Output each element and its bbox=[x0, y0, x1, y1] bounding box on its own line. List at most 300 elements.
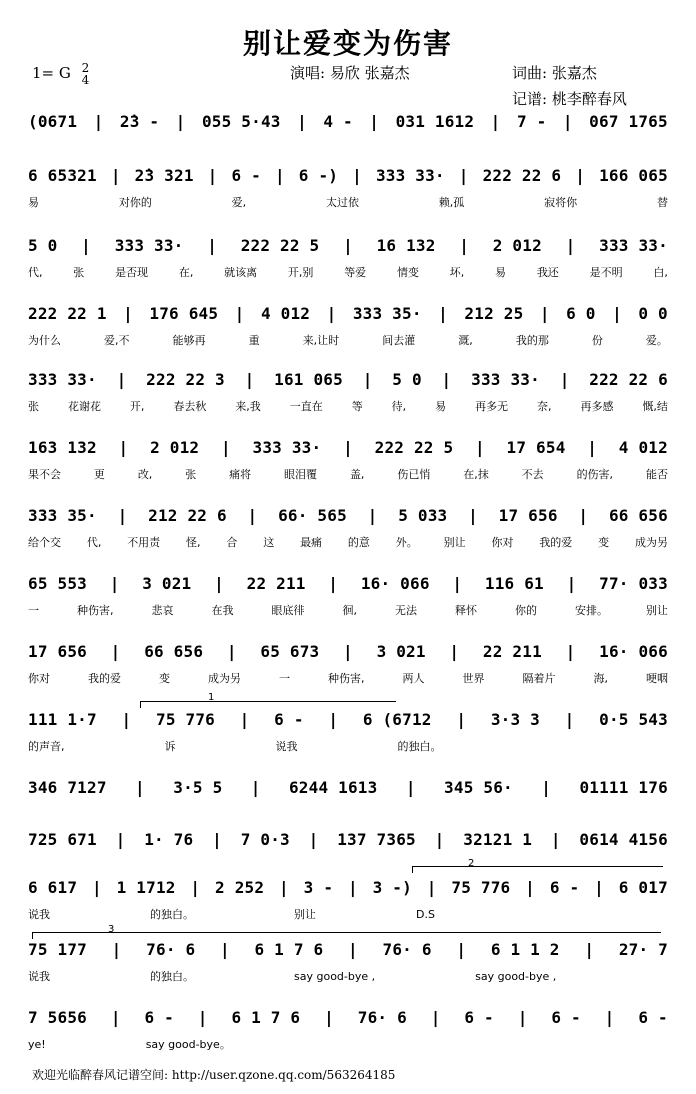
barline: | bbox=[525, 878, 536, 897]
lyric-syllable: 无法 bbox=[395, 604, 417, 617]
lyric-syllable: 给个交 bbox=[28, 536, 61, 549]
barline: | bbox=[468, 506, 478, 525]
measure: 333 33· bbox=[599, 236, 668, 255]
barline: | bbox=[308, 830, 319, 849]
lyric-syllable: 外。 bbox=[395, 536, 418, 549]
barline: | bbox=[116, 370, 127, 389]
barline: | bbox=[81, 236, 92, 255]
barline: | bbox=[279, 878, 289, 897]
barline: | bbox=[175, 112, 186, 131]
measure: 66 656 bbox=[144, 642, 204, 661]
measure: 3·3 3 bbox=[490, 710, 540, 729]
footer-credit: 欢迎光临醉春风记谱空间: http://user.qzone.qq.com/563264185 bbox=[32, 1068, 396, 1082]
lyric-syllable: 改, bbox=[137, 468, 153, 481]
barline: | bbox=[250, 778, 261, 797]
barline: | bbox=[584, 940, 595, 959]
barline: | bbox=[550, 830, 561, 849]
barline: | bbox=[343, 438, 353, 457]
time-bottom: 4 bbox=[81, 73, 90, 87]
barline: | bbox=[328, 574, 339, 593]
lyrics-row bbox=[28, 1036, 668, 1052]
barline: | bbox=[604, 1008, 615, 1027]
lyric-syllable: 易 bbox=[495, 266, 507, 279]
lyric-syllable: 我的那 bbox=[515, 334, 549, 347]
lyric-syllable: 爱, bbox=[231, 196, 247, 209]
lyrics-row bbox=[28, 906, 668, 922]
lyric-syllable: 安排。 bbox=[575, 604, 608, 617]
measure: 22 211 bbox=[246, 574, 306, 593]
lyric-syllable: 易 bbox=[28, 196, 39, 209]
measure: 6 - bbox=[274, 710, 304, 729]
measure: 17 656 bbox=[498, 506, 558, 525]
barline: | bbox=[347, 878, 358, 897]
lyric-syllable: 能够再 bbox=[172, 334, 206, 347]
measure: 22 211 bbox=[482, 642, 542, 661]
barline: | bbox=[135, 778, 145, 797]
barline: | bbox=[565, 236, 576, 255]
barline: | bbox=[190, 878, 201, 897]
lyric-syllable: 你的 bbox=[515, 604, 537, 617]
lyric-syllable: 一 bbox=[279, 672, 290, 685]
barline: | bbox=[459, 236, 470, 255]
lyric-syllable: 别让 bbox=[443, 536, 466, 549]
lyric-syllable: 这 bbox=[263, 536, 275, 549]
measure: 01111 176 bbox=[579, 778, 668, 797]
lyric-syllable: 不去 bbox=[521, 468, 544, 481]
lyric-syllable: 眼底徘 bbox=[271, 604, 305, 617]
measure: 66 656 bbox=[608, 506, 668, 525]
lyric-syllable: 赖,孤 bbox=[438, 196, 465, 209]
lyric-syllable: 重 bbox=[248, 334, 260, 347]
lyric-syllable: 溉, bbox=[458, 334, 473, 347]
lyrics-row bbox=[28, 264, 668, 280]
barline: | bbox=[490, 112, 501, 131]
lyric-syllable: 来,我 bbox=[235, 400, 261, 413]
measure: 6 017 bbox=[618, 878, 668, 897]
measure: 2 252 bbox=[215, 878, 265, 897]
measure: 6 65321 bbox=[28, 166, 97, 185]
barline: | bbox=[578, 506, 589, 525]
measure: 2̇3 321 bbox=[134, 166, 194, 185]
lyric-syllable: 的意 bbox=[347, 536, 370, 549]
measure: 6 - bbox=[231, 166, 261, 185]
transcriber: 记谱: 桃李醉春风 bbox=[512, 90, 627, 108]
lyric-syllable: 一 bbox=[28, 604, 39, 617]
measure: 2̇3 - bbox=[119, 112, 160, 131]
measure: 4 - bbox=[323, 112, 353, 131]
measure: 17 656 bbox=[28, 642, 87, 661]
barline: | bbox=[297, 112, 307, 131]
measure: 5 0 bbox=[28, 236, 58, 255]
lyrics-row bbox=[28, 398, 668, 414]
measure: 16· 066 bbox=[599, 642, 668, 661]
lyricist: 词曲: 张嘉杰 bbox=[512, 64, 597, 82]
barline: | bbox=[110, 166, 121, 185]
barline: | bbox=[226, 642, 237, 661]
lyric-syllable: 白, bbox=[653, 266, 668, 279]
barline: | bbox=[458, 166, 469, 185]
barline: | bbox=[343, 642, 353, 661]
measure: 333 35· bbox=[352, 304, 422, 323]
barline: | bbox=[234, 304, 245, 323]
lyric-syllable: 在,抹 bbox=[463, 468, 489, 481]
measure: 3·5 5 bbox=[173, 778, 223, 797]
barline: | bbox=[575, 166, 586, 185]
barline: | bbox=[110, 642, 121, 661]
measure: 333 33· bbox=[28, 370, 97, 389]
barline: | bbox=[347, 940, 358, 959]
measure: 333 33· bbox=[114, 236, 184, 255]
singers: 演唱: 易欣 张嘉杰 bbox=[290, 64, 410, 82]
measure: 6 0 bbox=[566, 304, 596, 323]
measure: 16· 066 bbox=[360, 574, 430, 593]
barline: | bbox=[326, 304, 337, 323]
lyric-syllable: 悲哀 bbox=[151, 604, 174, 617]
lyric-syllable: 我还 bbox=[536, 266, 559, 279]
lyric-syllable: 别让 bbox=[646, 604, 668, 617]
measure: 27· 7 bbox=[618, 940, 668, 959]
barline: | bbox=[517, 1008, 528, 1027]
measure: 65 673 bbox=[260, 642, 320, 661]
barline: | bbox=[91, 878, 102, 897]
measure: 7 5656 bbox=[28, 1008, 87, 1027]
measure: 75 177 bbox=[28, 940, 87, 959]
measure: 66· 565 bbox=[278, 506, 347, 525]
measure: 333 33· bbox=[471, 370, 540, 389]
barline: | bbox=[541, 778, 552, 797]
lyric-syllable: 坏, bbox=[449, 266, 465, 279]
measure: 2 012 bbox=[150, 438, 200, 457]
time-signature bbox=[82, 62, 90, 86]
measure: 6 -) bbox=[298, 166, 339, 185]
lyric-syllable: 种伤害, bbox=[77, 604, 114, 617]
measure: 7 0·3 bbox=[240, 830, 290, 849]
lyric-syllable: 等 bbox=[351, 400, 363, 413]
lyric-syllable: 份 bbox=[591, 334, 603, 347]
lyric-syllable: 一直在 bbox=[289, 400, 323, 413]
barline: | bbox=[219, 940, 230, 959]
measure: 333 33· bbox=[252, 438, 322, 457]
barline: | bbox=[352, 166, 362, 185]
measure: 6 - bbox=[464, 1008, 494, 1027]
barline: | bbox=[274, 166, 285, 185]
measure: 6 - bbox=[551, 1008, 581, 1027]
lyric-syllable: 别让 bbox=[294, 908, 316, 921]
lyric-syllable: 徊, bbox=[342, 604, 357, 617]
lyrics-row bbox=[28, 534, 668, 550]
notation-row bbox=[28, 878, 668, 902]
measure: 031 1612 bbox=[395, 112, 475, 131]
lyric-syllable: 在我 bbox=[211, 604, 234, 617]
barline: | bbox=[247, 506, 258, 525]
barline: | bbox=[197, 1008, 208, 1027]
lyrics-row bbox=[28, 194, 668, 210]
lyric-syllable: 间去灌 bbox=[382, 334, 416, 347]
notation-row bbox=[28, 112, 668, 136]
lyric-syllable: 哽咽 bbox=[646, 672, 668, 685]
lyric-syllable: 太过依 bbox=[325, 196, 359, 209]
volta-label-2: 2 bbox=[468, 858, 475, 869]
measure: 75 776 bbox=[156, 710, 215, 729]
measure: 067 1765 bbox=[589, 112, 668, 131]
measure: 161 065 bbox=[274, 370, 343, 389]
key-signature bbox=[32, 62, 89, 86]
barline: | bbox=[220, 438, 231, 457]
barline: | bbox=[109, 574, 120, 593]
measure: 6 1 7 6 bbox=[231, 1008, 301, 1027]
lyric-syllable: 你对 bbox=[28, 672, 50, 685]
barline: | bbox=[324, 1008, 334, 1027]
lyric-syllable: 的声音, bbox=[28, 740, 65, 753]
lyric-syllable: 痛将 bbox=[229, 468, 252, 481]
barline: | bbox=[362, 370, 373, 389]
measure: 5 033 bbox=[398, 506, 448, 525]
barline: | bbox=[430, 1008, 441, 1027]
lyric-syllable: 的独白。 bbox=[150, 908, 194, 921]
barline: | bbox=[118, 438, 129, 457]
measure: 6 - bbox=[549, 878, 580, 897]
measure: 4 012 bbox=[260, 304, 311, 323]
barline: | bbox=[93, 112, 104, 131]
lyric-syllable: 春去秋 bbox=[173, 400, 207, 413]
lyric-syllable: 对你的 bbox=[118, 196, 152, 209]
lyric-syllable: 隔着片 bbox=[522, 672, 556, 685]
measure: 17 654 bbox=[506, 438, 566, 457]
barline: | bbox=[117, 506, 128, 525]
lyrics-row bbox=[28, 332, 668, 348]
measure: 166 065 bbox=[599, 166, 668, 185]
barline: | bbox=[207, 236, 218, 255]
lyric-syllable: 变 bbox=[159, 672, 170, 685]
song-title: 别让爱变为伤害 bbox=[242, 27, 453, 60]
lyric-syllable: 再多感 bbox=[580, 400, 614, 413]
lyric-syllable: 盖, bbox=[349, 468, 365, 481]
barline: | bbox=[115, 830, 126, 849]
lyric-syllable: 成为另 bbox=[634, 536, 668, 549]
lyric-syllable: 的独白。 bbox=[150, 970, 194, 983]
lyric-syllable: 在, bbox=[178, 266, 194, 279]
barline: | bbox=[539, 304, 550, 323]
measure: 116 61 bbox=[484, 574, 544, 593]
notation-row bbox=[28, 940, 668, 964]
notation-row bbox=[28, 370, 668, 394]
notation-row bbox=[28, 236, 668, 260]
lyric-syllable: 张 bbox=[185, 468, 197, 481]
measure: 222 22 1 bbox=[28, 304, 107, 323]
measure: 333 33· bbox=[375, 166, 445, 185]
measure: 76· 6 bbox=[382, 940, 432, 959]
measure: 1 1712 bbox=[116, 878, 176, 897]
lyric-syllable: 奈, bbox=[537, 400, 552, 413]
notation-row bbox=[28, 778, 668, 802]
barline: | bbox=[426, 878, 437, 897]
lyric-syllable: 种伤害, bbox=[328, 672, 365, 685]
measure: 6 1 7 6 bbox=[254, 940, 324, 959]
notation-row bbox=[28, 710, 668, 734]
barline: | bbox=[343, 236, 353, 255]
lyrics-row bbox=[28, 602, 668, 618]
measure: 222 22 6 bbox=[589, 370, 668, 389]
lyric-syllable: 爱。 bbox=[645, 334, 668, 347]
measure: 6 1 1 2 bbox=[490, 940, 560, 959]
lyric-syllable: 说我 bbox=[28, 970, 50, 983]
notation-row bbox=[28, 574, 668, 598]
measure: 1· 76 bbox=[144, 830, 194, 849]
time-top: 2 bbox=[81, 61, 90, 75]
lyric-syllable: 说我 bbox=[28, 908, 50, 921]
measure: 222 22 5 bbox=[374, 438, 454, 457]
barline: | bbox=[612, 304, 622, 323]
barline: | bbox=[369, 112, 380, 131]
lyric-syllable: 释怀 bbox=[455, 604, 477, 617]
measure: 6244 1613 bbox=[288, 778, 378, 797]
barline: | bbox=[562, 112, 573, 131]
lyric-syllable: 开, bbox=[129, 400, 145, 413]
volta-label-1: 1 bbox=[208, 692, 215, 703]
lyric-syllable: 再多无 bbox=[475, 400, 509, 413]
measure: 5 0 bbox=[392, 370, 422, 389]
barline: | bbox=[587, 438, 598, 457]
barline: | bbox=[559, 370, 570, 389]
lyric-syllable: ye! bbox=[28, 1038, 46, 1051]
lyric-syllable: say good-bye。 bbox=[145, 1038, 231, 1051]
lyrics-row bbox=[28, 670, 668, 686]
lyric-syllable: 代, bbox=[28, 266, 43, 279]
barline: | bbox=[434, 830, 445, 849]
barline: | bbox=[244, 370, 255, 389]
measure: 3 021 bbox=[142, 574, 192, 593]
barline: | bbox=[449, 642, 460, 661]
measure: 0614 4156 bbox=[579, 830, 668, 849]
barline: | bbox=[474, 438, 485, 457]
barline: | bbox=[123, 304, 133, 323]
lyric-syllable: 开,别 bbox=[287, 266, 314, 279]
lyric-syllable: 为什么 bbox=[28, 334, 61, 347]
notation-row bbox=[28, 438, 668, 462]
barline: | bbox=[214, 574, 224, 593]
lyric-syllable: 来,让时 bbox=[302, 334, 340, 347]
barline: | bbox=[367, 506, 378, 525]
measure: 212 22 6 bbox=[148, 506, 227, 525]
measure: 2 012 bbox=[492, 236, 542, 255]
measure: 222 22 3 bbox=[146, 370, 225, 389]
lyrics-row bbox=[28, 968, 668, 984]
lyric-syllable: 怪, bbox=[186, 536, 201, 549]
measure: 222 22 6 bbox=[482, 166, 562, 185]
lyric-syllable: 世界 bbox=[462, 672, 485, 685]
measure: 32121 1 bbox=[463, 830, 533, 849]
measure: 3 - bbox=[303, 878, 334, 897]
measure: 0 0 bbox=[638, 304, 668, 323]
barline: | bbox=[121, 710, 132, 729]
barline: | bbox=[452, 574, 463, 593]
lyric-syllable: 等爱 bbox=[344, 266, 367, 279]
lyric-syllable: 张 bbox=[73, 266, 85, 279]
lyric-syllable: 替 bbox=[656, 196, 668, 209]
notation-row bbox=[28, 304, 668, 328]
lyric-syllable: 更 bbox=[93, 468, 105, 481]
measure: 055 5·43 bbox=[201, 112, 281, 131]
volta-bracket-1 bbox=[140, 701, 396, 708]
measure: 111 1·7 bbox=[28, 710, 97, 729]
lyric-syllable: 代, bbox=[86, 536, 102, 549]
notation-row bbox=[28, 1008, 668, 1032]
lyrics-row bbox=[28, 466, 668, 482]
lyric-syllable: 待, bbox=[391, 400, 407, 413]
lyric-syllable: 的独白。 bbox=[397, 740, 442, 753]
measure: 725 671 bbox=[28, 830, 97, 849]
lyric-syllable: 果不会 bbox=[28, 468, 61, 481]
lyric-syllable: 合 bbox=[226, 536, 238, 549]
measure: 222 22 5 bbox=[240, 236, 320, 255]
lyric-syllable: 张 bbox=[28, 400, 39, 413]
lyric-syllable: 说我 bbox=[275, 740, 298, 753]
barline: | bbox=[438, 304, 448, 323]
measure: 137 7365 bbox=[337, 830, 416, 849]
lyric-syllable: 诉 bbox=[164, 740, 176, 753]
barline: | bbox=[565, 642, 576, 661]
measure: 7 - bbox=[516, 112, 547, 131]
lyric-syllable: 最痛 bbox=[300, 536, 323, 549]
measure: 76· 6 bbox=[146, 940, 196, 959]
barline: | bbox=[405, 778, 416, 797]
lyric-syllable: 伤已悄 bbox=[397, 468, 431, 481]
barline: | bbox=[456, 940, 467, 959]
measure: 6 617 bbox=[28, 878, 78, 897]
lyric-syllable: 爱,不 bbox=[104, 334, 130, 347]
measure: 6 (6712 bbox=[362, 710, 432, 729]
lyric-syllable: D.S bbox=[416, 908, 435, 921]
lyric-syllable: say good-bye , bbox=[475, 970, 557, 983]
lyric-syllable: 成为另 bbox=[208, 672, 241, 685]
measure: 76· 6 bbox=[357, 1008, 407, 1027]
measure: 212 25 bbox=[464, 304, 524, 323]
volta-bracket-3 bbox=[32, 932, 661, 939]
key-text: 1= G bbox=[32, 64, 71, 82]
volta-bracket-2 bbox=[412, 866, 663, 873]
barline: | bbox=[111, 940, 122, 959]
lyric-syllable: 寂将你 bbox=[544, 196, 578, 209]
measure: 0·5 543 bbox=[599, 710, 668, 729]
lyric-syllable: 的伤害, bbox=[576, 468, 614, 481]
measure: 4 012 bbox=[618, 438, 668, 457]
measure: 65 553 bbox=[28, 574, 87, 593]
lyric-syllable: 海, bbox=[593, 672, 608, 685]
notation-row bbox=[28, 830, 668, 854]
measure: 176 645 bbox=[149, 304, 219, 323]
lyrics-row bbox=[28, 738, 668, 754]
lyric-syllable: say good-bye , bbox=[294, 970, 376, 983]
measure: 77· 033 bbox=[599, 574, 668, 593]
measure: 163 132 bbox=[28, 438, 97, 457]
notation-row bbox=[28, 642, 668, 666]
lyric-syllable: 我的爱 bbox=[88, 672, 121, 685]
lyric-syllable: 能否 bbox=[645, 468, 668, 481]
measure: 333 35· bbox=[28, 506, 97, 525]
lyric-syllable: 情变 bbox=[396, 266, 419, 279]
lyric-syllable: 是不明 bbox=[589, 266, 623, 279]
measure: 346 7127 bbox=[28, 778, 107, 797]
volta-label-3: 3 bbox=[108, 924, 115, 935]
lyric-syllable: 花谢花 bbox=[67, 400, 101, 413]
lyric-syllable: 我的爱 bbox=[539, 536, 573, 549]
barline: | bbox=[328, 710, 339, 729]
lyric-syllable: 变 bbox=[598, 536, 610, 549]
measure: 3 -) bbox=[372, 878, 412, 897]
measure: 75 776 bbox=[451, 878, 511, 897]
measure: 6 - bbox=[144, 1008, 174, 1027]
barline: | bbox=[456, 710, 467, 729]
